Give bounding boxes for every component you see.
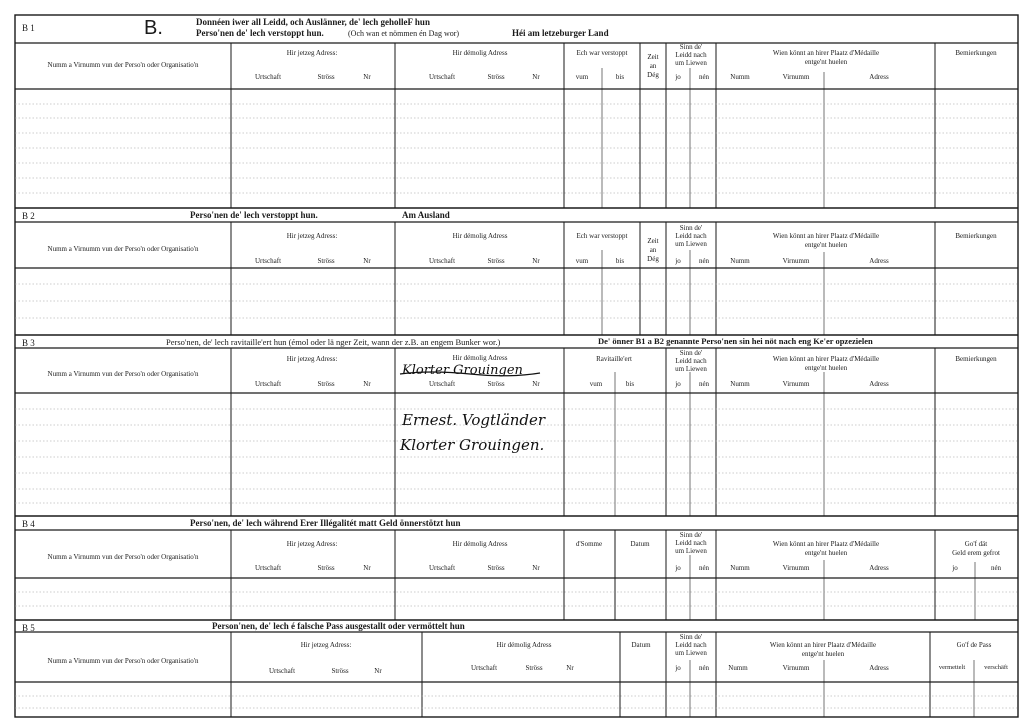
section-note-b3: De' önner B1 a B2 genannte Perso'nen sin hei nöt nach eng Ke'er opzezielen (598, 336, 873, 346)
col-header-time-2: an (649, 62, 657, 70)
col-header-former-address: Hir démolig Adress (452, 232, 508, 240)
col-header-supplied: Ravitaille'ert (596, 355, 632, 363)
section-title-b2: Perso'nen de' lech verstoppt hun. (190, 210, 318, 220)
col-header-time-3: Dég (647, 71, 659, 79)
sub-header-no: nén (990, 564, 1002, 572)
sub-header-from: vum (575, 73, 589, 81)
col-header-time-1: Zeit (647, 237, 659, 245)
sub-header-nr: Nr (532, 257, 540, 265)
col-header-money-2: Geld erem gefrot (952, 549, 1000, 557)
section-title-b1: Donnéen iwer all Leidd, och Auslänner, de' lech geholleF hun (196, 17, 430, 27)
col-header-suffer-2: Leidd nach (675, 539, 707, 547)
sub-header-no: nén (698, 564, 710, 572)
col-header-medal-1: Wien könnt an hirer Plaatz d'Médaille (772, 540, 880, 548)
col-header-suffer-1: Sinn de' (679, 224, 703, 232)
sub-header-street: Ströss (317, 564, 335, 572)
sub-header-to: bis (615, 73, 625, 81)
form-letter: B. (144, 17, 163, 39)
col-header-remarks: Bemierkungen (955, 232, 997, 240)
col-header-suffer-2: Leidd nach (675, 357, 707, 365)
sub-header-address: Adress (869, 380, 889, 388)
col-header-suffer-3: um Liewen (675, 649, 707, 657)
sub-header-street: Ströss (317, 380, 335, 388)
sub-header-nr: Nr (363, 380, 371, 388)
handwritten-struck-entry: Klorter Grouingen (402, 363, 523, 378)
col-header-time-3: Dég (647, 255, 659, 263)
sub-header-street: Ströss (331, 667, 349, 675)
sub-header-yes: jo (952, 564, 958, 572)
col-header-hidden: Ech war verstoppt (576, 49, 628, 57)
sub-header-yes: jo (675, 73, 681, 81)
sub-header-procured: verschäft (984, 664, 1008, 671)
sub-header-street: Ströss (317, 257, 335, 265)
col-header-suffer-3: um Liewen (675, 365, 707, 373)
sub-header-address: Adress (869, 73, 889, 81)
col-header-date: Datum (630, 540, 650, 548)
sub-header-town: Urtschaft (428, 257, 456, 265)
sub-header-surname: Numm (728, 664, 748, 672)
sub-header-street: Ströss (317, 73, 335, 81)
sub-header-no: nén (698, 257, 710, 265)
sub-header-nr: Nr (532, 73, 540, 81)
sub-header-town: Urtschaft (254, 257, 282, 265)
col-header-former-address: Hir démolig Adress (496, 641, 552, 649)
sub-header-nr: Nr (363, 564, 371, 572)
sub-header-town: Urtschaft (470, 664, 498, 672)
col-header-time-2: an (649, 246, 657, 254)
dotted-ruling (15, 104, 1018, 708)
col-header-suffer-2: Leidd nach (675, 232, 707, 240)
sub-header-nr: Nr (363, 73, 371, 81)
sub-header-nr: Nr (532, 380, 540, 388)
col-header-suffer-1: Sinn de' (679, 531, 703, 539)
sub-header-from: vum (589, 380, 603, 388)
col-header-suffer-3: um Liewen (675, 240, 707, 248)
section-title-b3: Perso'nen, de' lech ravitaille'ert hun (émol oder lä nger Zeit, wann der z.B. an engem Bunker wor.) (166, 337, 501, 347)
sub-header-firstname: Virnumm (782, 664, 810, 672)
section-id-b1: B 1 (22, 23, 35, 33)
sub-header-surname: Numm (730, 73, 750, 81)
col-header-medal-1: Wien könnt an hirer Plaatz d'Médaille (769, 641, 877, 649)
sub-header-to: bis (615, 257, 625, 265)
col-header-money-1: Go'f dät (964, 540, 988, 548)
sub-header-town: Urtschaft (428, 380, 456, 388)
sub-header-town: Urtschaft (254, 564, 282, 572)
sub-header-firstname: Virnumm (782, 73, 810, 81)
col-header-name: Numm a Virnumm vun der Perso'n oder Organisatio'n (47, 657, 199, 665)
col-header-sum: d'Somme (575, 540, 603, 548)
sub-header-town: Urtschaft (268, 667, 296, 675)
col-header-name: Numm a Virnumm vun der Perso'n oder Organisatio'n (47, 370, 199, 378)
col-header-medal-1: Wien könnt an hirer Plaatz d'Médaille (772, 232, 880, 240)
sub-header-street: Ströss (487, 257, 505, 265)
sub-header-town: Urtschaft (428, 564, 456, 572)
sub-header-firstname: Virnumm (782, 257, 810, 265)
col-header-suffer-2: Leidd nach (675, 641, 707, 649)
handwritten-entry-name: Ernest. Vogtländer (402, 411, 546, 429)
col-header-former-address: Hir démolig Adress (452, 354, 508, 362)
sub-header-nr: Nr (374, 667, 382, 675)
sub-header-yes: jo (675, 564, 681, 572)
sub-header-yes: jo (675, 257, 681, 265)
sub-header-issued: vermettelt (938, 664, 966, 671)
sub-header-nr: Nr (363, 257, 371, 265)
sub-header-address: Adress (869, 257, 889, 265)
sub-header-to: bis (625, 380, 635, 388)
col-header-suffer-1: Sinn de' (679, 43, 703, 51)
handwritten-entry-place: Klorter Grouingen. (400, 436, 545, 454)
section-title-b4: Perso'nen, de' lech während Erer Illégalitét matt Geld önnerstötzt hun (190, 518, 461, 528)
col-header-former-address: Hir démolig Adress (452, 540, 508, 548)
section-id-b2: B 2 (22, 211, 35, 221)
col-header-remarks: Bemierkungen (955, 49, 997, 57)
sub-header-town: Urtschaft (254, 380, 282, 388)
col-header-name: Numm a Virnumm vun der Perso'n oder Organisatio'n (47, 245, 199, 253)
section-id-b4: B 4 (22, 519, 35, 529)
col-header-hidden: Ech war verstoppt (576, 232, 628, 240)
section-place-b2: Am Ausland (402, 210, 450, 220)
col-header-name: Numm a Virnumm vun der Perso'n oder Organisatio'n (47, 61, 199, 69)
section-id-b3: B 3 (22, 338, 35, 348)
col-header-medal-2: entge'nt huelen (801, 650, 845, 658)
col-header-former-address: Hir démolig Adress (452, 49, 508, 57)
col-header-medal-1: Wien könnt an hirer Plaatz d'Médaille (772, 355, 880, 363)
sub-header-nr: Nr (566, 664, 574, 672)
col-header-suffer-3: um Liewen (675, 547, 707, 555)
col-header-suffer-1: Sinn de' (679, 349, 703, 357)
sub-header-yes: jo (675, 380, 681, 388)
col-header-medal-2: entge'nt huelen (804, 364, 848, 372)
sub-header-town: Urtschaft (254, 73, 282, 81)
sub-header-address: Adress (869, 664, 889, 672)
sub-header-town: Urtschaft (428, 73, 456, 81)
sub-header-street: Ströss (487, 380, 505, 388)
sub-header-street: Ströss (525, 664, 543, 672)
sub-header-from: vum (575, 257, 589, 265)
sub-header-address: Adress (869, 564, 889, 572)
sub-header-no: nén (698, 380, 710, 388)
col-header-remarks: Bemierkungen (955, 355, 997, 363)
sub-header-street: Ströss (487, 73, 505, 81)
col-header-present-address: Hir jetzeg Adress: (286, 540, 338, 548)
col-header-time-1: Zeit (647, 53, 659, 61)
sub-header-firstname: Virnumm (782, 380, 810, 388)
col-header-suffer-3: um Liewen (675, 59, 707, 67)
col-header-medal-1: Wien könnt an hirer Plaatz d'Médaille (772, 49, 880, 57)
sub-header-surname: Numm (730, 564, 750, 572)
col-header-pass: Go'f de Pass (956, 641, 992, 649)
section-id-b5: B 5 (22, 623, 35, 633)
section-place-b1: Héi am letzeburger Land (512, 28, 609, 38)
col-header-medal-2: entge'nt huelen (804, 241, 848, 249)
col-header-suffer-2: Leidd nach (675, 51, 707, 59)
col-header-present-address: Hir jetzeg Adress: (300, 641, 352, 649)
sub-header-no: nén (698, 664, 710, 672)
sub-header-nr: Nr (532, 564, 540, 572)
sub-header-street: Ströss (487, 564, 505, 572)
col-header-name: Numm a Virnumm vun der Perso'n oder Organisatio'n (47, 553, 199, 561)
col-header-date: Datum (631, 641, 651, 649)
sub-header-no: nén (698, 73, 710, 81)
col-header-medal-2: entge'nt huelen (804, 58, 848, 66)
sub-header-yes: jo (675, 664, 681, 672)
section-note-b1: (Och wan et nömmen én Dag wor) (348, 29, 460, 38)
col-header-suffer-1: Sinn de' (679, 633, 703, 641)
sub-header-surname: Numm (730, 380, 750, 388)
sub-header-surname: Numm (730, 257, 750, 265)
sub-header-firstname: Virnumm (782, 564, 810, 572)
section-title-b5: Person'nen, de' lech é falsche Pass ausgestallt oder vermöttelt hun (212, 621, 465, 631)
col-header-present-address: Hir jetzeg Adress: (286, 232, 338, 240)
col-header-present-address: Hir jetzeg Adress: (286, 49, 338, 57)
section-title-b1-line2: Perso'nen de' lech verstoppt hun. (196, 28, 324, 38)
col-header-medal-2: entge'nt huelen (804, 549, 848, 557)
col-header-present-address: Hir jetzeg Adress: (286, 355, 338, 363)
